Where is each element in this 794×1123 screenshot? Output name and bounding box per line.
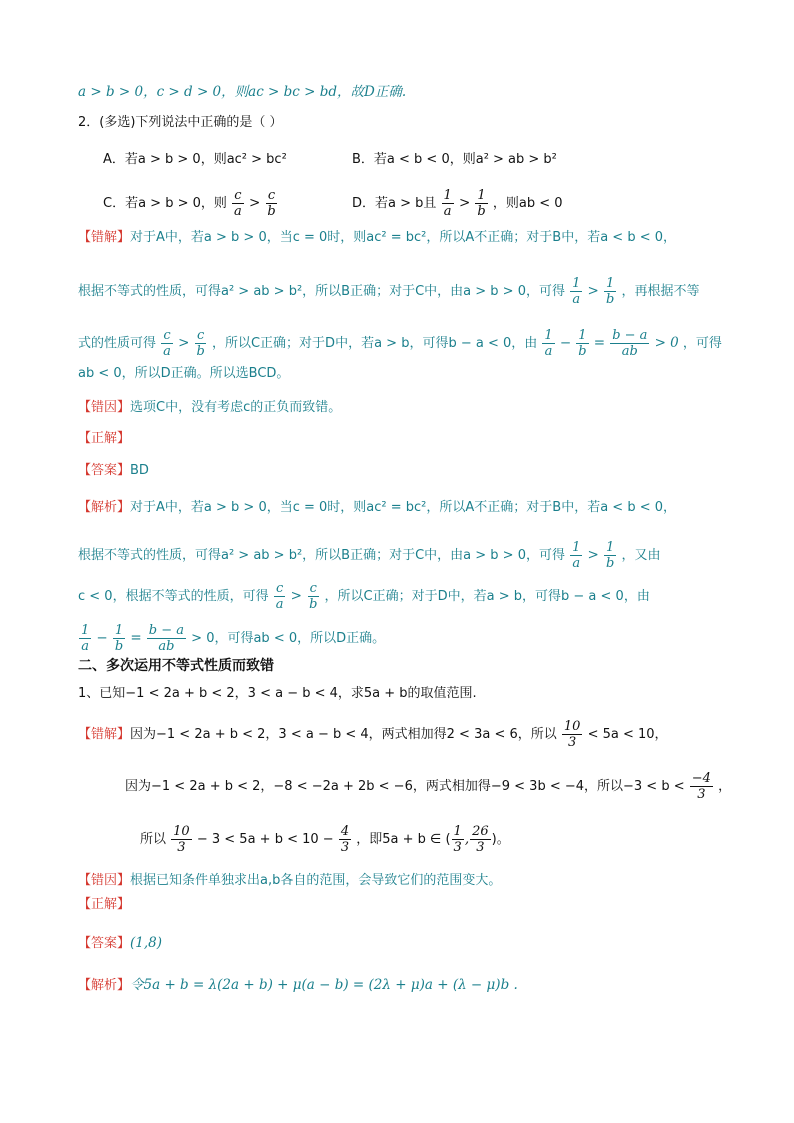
wrong-solution-2-line-2: 因为−1 < 2a + b < 2，−8 < −2a + 2b < −6，两式相加得−9 < 3b < −4，所以−3 < b < $\frac{-4}{3}$ ， (125, 771, 732, 802)
wrong-solution-2-line-1: 【错解】因为−1 < 2a + b < 2，3 < a − b < 4，两式相加得2 < 3a < 6，所以 $\frac{10}{3}$ < 5a < 10， (78, 719, 668, 750)
correct-solution-1-tag: 【正解】 (78, 431, 131, 446)
wrong-solution-1-line-4: ab < 0，所以D正确。所以选BCD。 (78, 366, 290, 381)
option-d: D．若a > b且 $\frac{1}{a}$ > $\frac{1}{b}$ ，则ab < 0 (352, 188, 563, 219)
fraction-c-over-a: $\frac{c}{a}$ (234, 188, 242, 219)
answer-2: 【答案】(1,8) (78, 935, 163, 951)
error-cause-1: 【错因】选项C中，没有考虑c的正负而致错。 (78, 400, 342, 415)
error-cause-2: 【错因】根据已知条件单独求出a,b各自的范围，会导致它们的范围变大。 (78, 873, 502, 888)
analysis-1-line-4: $\frac{1}{a}$ − $\frac{1}{b}$ = $\frac{b - a}{ab}$ > 0，可得ab < 0，所以D正确。 (81, 623, 386, 654)
option-b: B．若a < b < 0，则a² > ab > b² (352, 152, 557, 167)
tag-wrong-solution: 【错解】 (78, 230, 131, 245)
wrong-solution-2-line-3: 所以 $\frac{10}{3}$ − 3 < 5a + b < 10 − $\frac{4}{3}$ ，即5a + b ∈ ( $\frac{1}{3}$ , $\frac{26}{3}$ )。 (140, 824, 510, 855)
wrong-solution-1-line-2: 根据不等式的性质，可得a² > ab > b²，所以B正确；对于C中，由a > b > 0，可得 $\frac{1}{a}$ > $\frac{1}{b}$ ，再根据不等 (78, 276, 700, 307)
prev-conclusion-line: a > b > 0，c > d > 0，则ac > bc > bd，故D正确. (78, 84, 407, 100)
analysis-1-line-2: 根据不等式的性质，可得a² > ab > b²，所以B正确；对于C中，由a > b > 0，可得 $\frac{1}{a}$ > $\frac{1}{b}$ ，又由 (78, 540, 661, 571)
option-c: C．若a > b > 0，则 $\frac{c}{a}$ > $\frac{c}{b}$ (103, 188, 276, 219)
correct-solution-2-tag: 【正解】 (78, 897, 131, 912)
question-2-1: 1、已知−1 < 2a + b < 2，3 < a − b < 4，求5a + b的取值范围. (78, 686, 477, 701)
fraction-1-over-a: $\frac{1}{a}$ (443, 188, 452, 219)
fraction-c-over-b: $\frac{c}{b}$ (267, 188, 276, 219)
answer-1: 【答案】BD (78, 463, 149, 478)
section-2-heading: 二、多次运用不等式性质而致错 (78, 658, 274, 674)
analysis-2: 【解析】令5a + b = λ(2a + b) + μ(a − b) = (2λ + μ)a + (λ − μ)b . (78, 977, 518, 993)
fraction-1-over-b: $\frac{1}{b}$ (477, 188, 486, 219)
analysis-1-line-1: 【解析】对于A中，若a > b > 0，当c = 0时，则ac² = bc²，所以A不正确；对于B中，若a < b < 0， (78, 500, 676, 515)
wrong-solution-1-line-1: 【错解】对于A中，若a > b > 0，当c = 0时，则ac² = bc²，所以A不正确；对于B中，若a < b < 0， (78, 230, 676, 245)
question-2-stem: 2．(多选)下列说法中正确的是（ ） (78, 115, 283, 130)
wrong-solution-1-line-3: 式的性质可得 $\frac{c}{a}$ > $\frac{c}{b}$ ，所以C正确；对于D中，若a > b，可得b − a < 0，由 $\frac{1}{a}$ − $\frac{1}{b}$ = $\frac{b - a}{ab}$ > 0 ，可得 (78, 328, 722, 359)
option-a: A．若a > b > 0，则ac² > bc² (103, 152, 287, 167)
analysis-1-line-3: c < 0，根据不等式的性质，可得 $\frac{c}{a}$ > $\frac{c}{b}$ ，所以C正确；对于D中，若a > b，可得b − a < 0，由 (78, 581, 650, 612)
